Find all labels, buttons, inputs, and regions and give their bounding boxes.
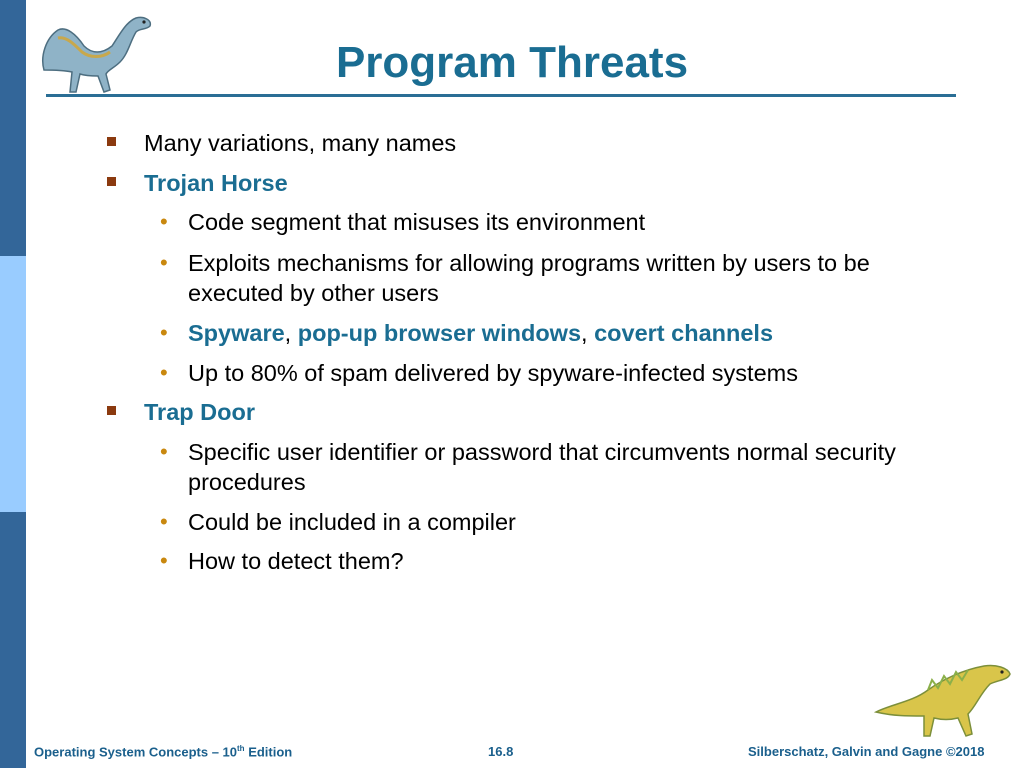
list-item [144,128,456,158]
dot-bullet-icon: • [160,548,168,573]
list-item [144,397,255,427]
footer-book-prefix: Operating System Concepts – 10 [34,744,238,760]
footer-copyright: Silberschatz, Galvin and Gagne ©2018 [748,744,985,759]
list-item [144,168,288,198]
dot-bullet-icon: • [160,509,168,534]
footer-page-number: 16.8 [488,744,514,759]
list-item [160,358,968,388]
item-text: Many variations, many names [144,130,457,156]
footer-book-title [34,744,292,759]
slide-title: Program Threats [335,38,689,87]
list-item [160,318,968,348]
item-text-spyware: Spyware [188,320,285,346]
item-text-sep: , [284,320,298,346]
item-text: How to detect them? [188,548,404,574]
dot-bullet-icon: • [160,320,168,345]
title-underline [46,94,956,97]
item-text: Code segment that misuses its environment [188,209,646,235]
dot-bullet-icon: • [160,360,168,385]
dinosaur-footer-icon [872,660,1014,740]
list-item [160,546,968,576]
list-item [160,207,968,237]
item-text: Exploits mechanisms for allowing programs written by users to be executed by other users [188,250,870,306]
item-text: Up to 80% of spam delivered by spyware-infected systems [188,360,798,386]
sidebar-bottom-band [0,512,26,768]
item-text: Could be included in a compiler [188,509,516,535]
list-item [160,248,968,308]
footer-book-suffix: Edition [244,744,293,760]
square-bullet-icon [107,137,116,146]
dot-bullet-icon: • [160,439,168,464]
square-bullet-icon [107,177,116,186]
footer-book-sup: th [237,744,245,753]
item-text-popups: pop-up browser windows [297,320,582,346]
item-text-sep: , [581,320,595,346]
list-item [160,507,968,537]
item-text: Trojan Horse [144,170,288,196]
item-text: Trap Door [144,399,255,425]
list-item [160,437,968,497]
square-bullet-icon [107,406,116,415]
item-text-covert: covert channels [594,320,774,346]
dot-bullet-icon: • [160,250,168,275]
sidebar-middle-band [0,256,26,512]
item-text: Specific user identifier or password that circumvents normal security procedures [188,439,896,495]
dot-bullet-icon: • [160,209,168,234]
